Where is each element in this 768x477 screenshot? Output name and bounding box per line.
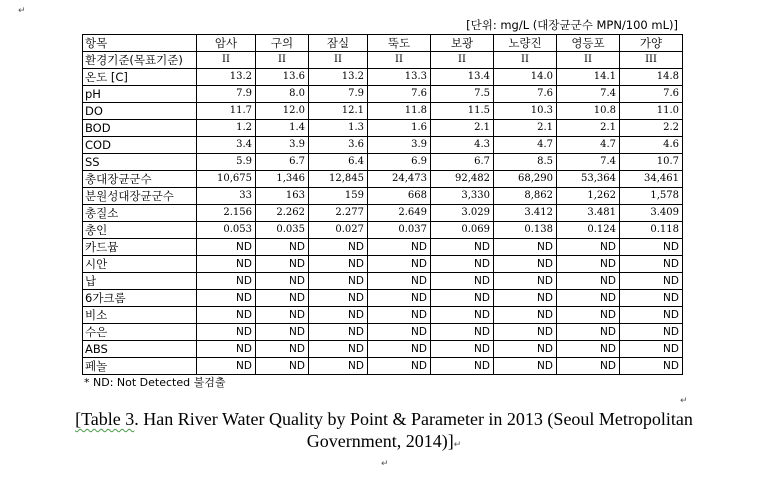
header-point: 가양 xyxy=(620,35,683,52)
grade-cell: II xyxy=(197,52,256,69)
row-label: 수은 xyxy=(83,324,197,341)
table-cell: 3.412 xyxy=(494,205,557,222)
table-cell: 68,290 xyxy=(494,171,557,188)
table-cell: 0.035 xyxy=(256,222,309,239)
table-row xyxy=(83,307,683,324)
table-cell: ND xyxy=(197,273,256,290)
table-cell: ND xyxy=(431,256,494,273)
table-cell: ND xyxy=(368,256,431,273)
table-cell: 11.0 xyxy=(620,103,683,120)
table-cell: ND xyxy=(494,358,557,375)
table-cell: ND xyxy=(256,341,309,358)
table-cell: 12.0 xyxy=(256,103,309,120)
table-cell: 2.1 xyxy=(494,120,557,137)
table-cell: 668 xyxy=(368,188,431,205)
grade-cell: II xyxy=(368,52,431,69)
table-cell: 4.6 xyxy=(620,137,683,154)
caption-line-2 xyxy=(0,430,768,455)
table-cell: ND xyxy=(620,273,683,290)
table-row xyxy=(83,137,683,154)
table-cell: ND xyxy=(620,239,683,256)
table-cell: ND xyxy=(309,324,368,341)
table-cell: ND xyxy=(256,239,309,256)
table-caption xyxy=(0,408,768,455)
water-quality-table xyxy=(82,34,683,375)
header-point: 암사 xyxy=(197,35,256,52)
table-cell: 14.0 xyxy=(494,69,557,86)
table-cell: 1,346 xyxy=(256,171,309,188)
table-cell: 7.4 xyxy=(557,154,620,171)
table-row xyxy=(83,290,683,307)
table-cell: 2.649 xyxy=(368,205,431,222)
table-cell: 0.037 xyxy=(368,222,431,239)
table-cell: 1.6 xyxy=(368,120,431,137)
table-body xyxy=(83,52,683,375)
table-cell: ND xyxy=(309,341,368,358)
table-cell: ND xyxy=(368,239,431,256)
table-cell: ND xyxy=(309,239,368,256)
row-label: DO xyxy=(83,103,197,120)
table-row xyxy=(83,154,683,171)
row-label: COD xyxy=(83,137,197,154)
table-cell: 11.5 xyxy=(431,103,494,120)
row-label: BOD xyxy=(83,120,197,137)
table-cell: 0.118 xyxy=(620,222,683,239)
table-cell: 8.5 xyxy=(494,154,557,171)
row-label: 총인 xyxy=(83,222,197,239)
table-cell: ND xyxy=(368,358,431,375)
table-cell: 14.1 xyxy=(557,69,620,86)
table-cell: ND xyxy=(368,290,431,307)
table-cell: ND xyxy=(431,324,494,341)
table-row xyxy=(83,86,683,103)
paragraph-mark-bottom: ↵ xyxy=(381,459,389,469)
table-cell: 3.6 xyxy=(309,137,368,154)
table-cell: ND xyxy=(557,256,620,273)
table-cell: ND xyxy=(309,307,368,324)
table-cell: ND xyxy=(368,324,431,341)
header-label: 항목 xyxy=(83,35,197,52)
table-cell: ND xyxy=(557,290,620,307)
table-cell: 10.3 xyxy=(494,103,557,120)
table-cell: ND xyxy=(368,341,431,358)
paragraph-mark-table-end: ↵ xyxy=(680,396,688,406)
table-cell: ND xyxy=(620,324,683,341)
grade-cell: II xyxy=(309,52,368,69)
unit-label: [단위: mg/L (대장균군수 MPN/100 mL)] xyxy=(466,18,678,32)
row-label: 납 xyxy=(83,273,197,290)
header-point: 뚝도 xyxy=(368,35,431,52)
table-cell: 5.9 xyxy=(197,154,256,171)
table-cell: ND xyxy=(431,307,494,324)
table-cell: 6.9 xyxy=(368,154,431,171)
table-cell: ND xyxy=(309,273,368,290)
table-cell: 33 xyxy=(197,188,256,205)
table-cell: ND xyxy=(620,307,683,324)
table-row xyxy=(83,239,683,256)
table-cell: 10,675 xyxy=(197,171,256,188)
table-cell: 3.4 xyxy=(197,137,256,154)
table-cell: ND xyxy=(256,256,309,273)
table-cell: 3.481 xyxy=(557,205,620,222)
table-cell: 6.7 xyxy=(256,154,309,171)
row-label: pH xyxy=(83,86,197,103)
table-cell: 2.277 xyxy=(309,205,368,222)
paragraph-mark-top: ↵ xyxy=(18,6,26,16)
table-cell: 2.1 xyxy=(557,120,620,137)
table-cell: ND xyxy=(197,324,256,341)
table-cell: 13.2 xyxy=(197,69,256,86)
table-cell: ND xyxy=(557,239,620,256)
table-cell: ND xyxy=(620,256,683,273)
table-cell: ND xyxy=(309,256,368,273)
table-cell: 10.8 xyxy=(557,103,620,120)
table-row xyxy=(83,103,683,120)
table-cell: ND xyxy=(431,273,494,290)
grade-cell: III xyxy=(620,52,683,69)
table-cell: 159 xyxy=(309,188,368,205)
table-cell: ND xyxy=(494,341,557,358)
table-cell: ND xyxy=(256,290,309,307)
table-cell: ND xyxy=(494,273,557,290)
table-cell: 7.5 xyxy=(431,86,494,103)
table-cell: 4.3 xyxy=(431,137,494,154)
table-cell: 1.3 xyxy=(309,120,368,137)
table-cell: 6.4 xyxy=(309,154,368,171)
grade-row-label: 환경기준(목표기준) xyxy=(83,52,197,69)
table-cell: 7.4 xyxy=(557,86,620,103)
table-cell: 0.069 xyxy=(431,222,494,239)
row-label: 6가크롬 xyxy=(83,290,197,307)
table-cell: 10.7 xyxy=(620,154,683,171)
table-cell: ND xyxy=(431,358,494,375)
grade-cell: II xyxy=(431,52,494,69)
caption-line-1 xyxy=(0,408,768,430)
table-cell: ND xyxy=(557,273,620,290)
row-label: 카드뮴 xyxy=(83,239,197,256)
table-cell: ND xyxy=(620,358,683,375)
table-cell: 1.4 xyxy=(256,120,309,137)
table-row xyxy=(83,358,683,375)
table-cell: 1,262 xyxy=(557,188,620,205)
table-cell: 1,578 xyxy=(620,188,683,205)
row-label: SS xyxy=(83,154,197,171)
table-cell: 0.124 xyxy=(557,222,620,239)
table-row xyxy=(83,171,683,188)
table-cell: 12.1 xyxy=(309,103,368,120)
paragraph-mark-caption: ↵ xyxy=(453,439,462,449)
table-cell: 7.9 xyxy=(309,86,368,103)
table-cell: ND xyxy=(197,341,256,358)
row-label: ABS xyxy=(83,341,197,358)
table-cell: 14.8 xyxy=(620,69,683,86)
table-cell: ND xyxy=(431,290,494,307)
table-cell: ND xyxy=(494,324,557,341)
table-cell: ND xyxy=(197,307,256,324)
table-cell: ND xyxy=(197,256,256,273)
table-cell: ND xyxy=(494,239,557,256)
header-point: 구의 xyxy=(256,35,309,52)
table-cell: 2.1 xyxy=(431,120,494,137)
table-cell: 7.9 xyxy=(197,86,256,103)
table-cell: ND xyxy=(494,256,557,273)
table-cell: 6.7 xyxy=(431,154,494,171)
table-cell: ND xyxy=(494,290,557,307)
table-cell: ND xyxy=(256,307,309,324)
table-cell: ND xyxy=(197,290,256,307)
table-cell: 2.156 xyxy=(197,205,256,222)
table-cell: 12,845 xyxy=(309,171,368,188)
grade-cell: II xyxy=(557,52,620,69)
table-cell: ND xyxy=(368,307,431,324)
row-label: 총질소 xyxy=(83,205,197,222)
table-cell: ND xyxy=(256,273,309,290)
table-cell: ND xyxy=(557,358,620,375)
table-cell: 11.8 xyxy=(368,103,431,120)
table-cell: 11.7 xyxy=(197,103,256,120)
table-cell: 3,330 xyxy=(431,188,494,205)
table-row xyxy=(83,256,683,273)
table-row xyxy=(83,205,683,222)
table-cell: ND xyxy=(431,239,494,256)
caption-line-1-prefix: [Table 3 xyxy=(75,409,135,429)
row-label: 비소 xyxy=(83,307,197,324)
table-cell: 7.6 xyxy=(494,86,557,103)
table-cell: 3.409 xyxy=(620,205,683,222)
table-row xyxy=(83,324,683,341)
table-cell: 3.9 xyxy=(368,137,431,154)
footnote: * ND: Not Detected 불검출 xyxy=(84,376,226,389)
grade-cell: II xyxy=(494,52,557,69)
table-cell: ND xyxy=(197,358,256,375)
water-quality-table-frame xyxy=(82,17,682,391)
table-cell: 34,461 xyxy=(620,171,683,188)
table-row xyxy=(83,273,683,290)
table-cell: 163 xyxy=(256,188,309,205)
table-row xyxy=(83,69,683,86)
table-cell: 1.2 xyxy=(197,120,256,137)
table-cell: 0.053 xyxy=(197,222,256,239)
row-label: 시안 xyxy=(83,256,197,273)
table-cell: ND xyxy=(256,324,309,341)
row-label: 온도 [C] xyxy=(83,69,197,86)
table-cell: 53,364 xyxy=(557,171,620,188)
row-label: 분원성대장균군수 xyxy=(83,188,197,205)
table-cell: ND xyxy=(620,290,683,307)
table-cell: 3.029 xyxy=(431,205,494,222)
table-cell: 13.3 xyxy=(368,69,431,86)
table-cell: ND xyxy=(557,307,620,324)
header-point: 잠실 xyxy=(309,35,368,52)
table-cell: ND xyxy=(309,290,368,307)
header-point: 노량진 xyxy=(494,35,557,52)
table-cell: ND xyxy=(197,239,256,256)
table-cell: 7.6 xyxy=(620,86,683,103)
table-cell: 92,482 xyxy=(431,171,494,188)
caption-line-1-rest: . Han River Water Quality by Point & Parameter in 2013 (Seoul Metropolitan xyxy=(134,409,693,429)
row-label: 페놀 xyxy=(83,358,197,375)
table-cell: 2.2 xyxy=(620,120,683,137)
table-cell: 24,473 xyxy=(368,171,431,188)
table-cell: 4.7 xyxy=(494,137,557,154)
table-cell: 13.2 xyxy=(309,69,368,86)
table-cell: ND xyxy=(256,358,309,375)
table-cell: 0.027 xyxy=(309,222,368,239)
header-point: 보광 xyxy=(431,35,494,52)
table-row xyxy=(83,120,683,137)
table-cell: ND xyxy=(620,341,683,358)
table-row xyxy=(83,341,683,358)
table-cell: 8.0 xyxy=(256,86,309,103)
table-cell: 13.6 xyxy=(256,69,309,86)
table-row xyxy=(83,188,683,205)
table-cell: 13.4 xyxy=(431,69,494,86)
table-cell: 7.6 xyxy=(368,86,431,103)
grade-row xyxy=(83,52,683,69)
table-cell: ND xyxy=(557,324,620,341)
table-cell: 3.9 xyxy=(256,137,309,154)
header-point: 영등포 xyxy=(557,35,620,52)
row-label: 총대장균군수 xyxy=(83,171,197,188)
table-cell: ND xyxy=(557,341,620,358)
table-cell: ND xyxy=(494,307,557,324)
table-cell: ND xyxy=(368,273,431,290)
caption-line-2-text: Government, 2014)] xyxy=(306,431,454,451)
table-cell: 8,862 xyxy=(494,188,557,205)
table-cell: 2.262 xyxy=(256,205,309,222)
table-cell: 0.138 xyxy=(494,222,557,239)
header-row xyxy=(83,35,683,52)
table-cell: 4.7 xyxy=(557,137,620,154)
grade-cell: II xyxy=(256,52,309,69)
table-cell: ND xyxy=(431,341,494,358)
table-row xyxy=(83,222,683,239)
table-cell: ND xyxy=(309,358,368,375)
